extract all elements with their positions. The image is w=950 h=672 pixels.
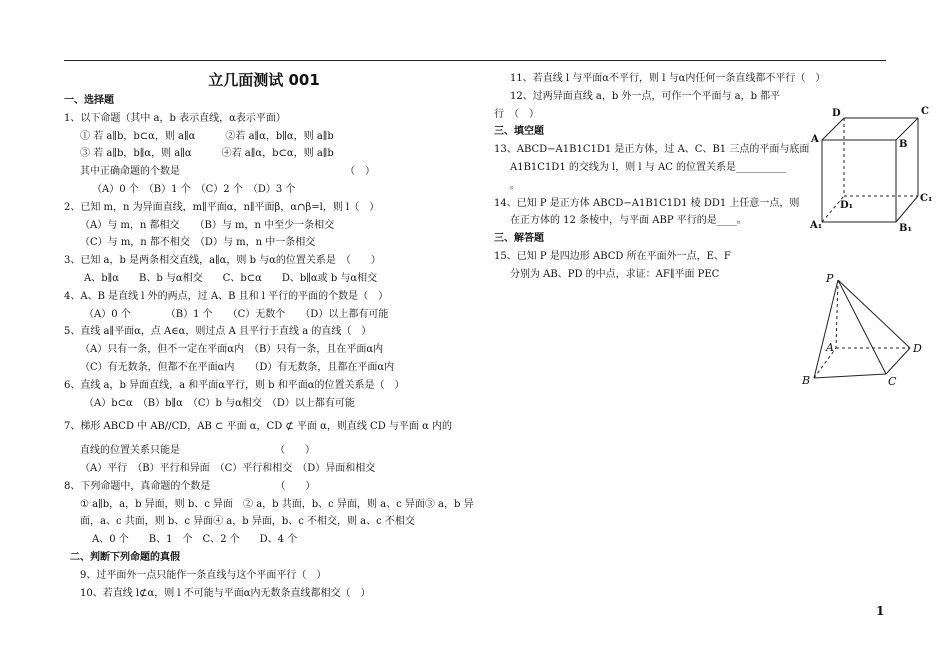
question-5-options-b: （C）有无数条，但都不在平面α内 （D）有无数条，且都在平面α内 [80, 361, 395, 373]
question-9: 9、过平面外一点只能作一条直线与这个平面平行（ ） [80, 569, 327, 581]
pyramid-label-b: B [802, 374, 811, 387]
pyramid-label-c: C [888, 375, 897, 388]
page-title: 立几面测试 001 [208, 71, 320, 89]
cube-label-b1: B₁ [899, 223, 912, 234]
question-1: 1、以下命题（其中 a，b 表示直线，α表示平面） [64, 112, 286, 124]
section-heading-fill: 三、填空题 [494, 126, 544, 138]
section-heading-choice: 一、选择题 [64, 95, 114, 106]
question-12-continued: 行 （ ） [494, 108, 539, 120]
question-13-continued: A1B1C1D1 的交线为 l，则 l 与 AC 的位置关系是__________ [510, 161, 787, 173]
pyramid-label-d: D [913, 342, 922, 355]
question-2-options-a: （A）与 m，n 都相交 （B）与 m，n 中至少一条相交 [80, 219, 335, 231]
question-1-options: （A）0 个 （B）1 个 （C）2 个 （D）3 个 [92, 183, 296, 195]
question-8-statements-a: ① a∥b，a，b 异面，则 b、c 异面 ② a，b 共面，b、c 异面，则 a、c 异面③ a，b 异 [80, 498, 474, 510]
question-5-options-a: （A）只有一条，但不一定在平面α内 （B）只有一条，且在平面α内 [80, 344, 384, 356]
cube-label-d: D [832, 108, 841, 119]
right-column [494, 70, 826, 284]
edge-pc [838, 280, 886, 374]
question-13: 13、ABCD−A1B1C1D1 是正方体，过 A、C、B1 三点的平面与底面 [494, 144, 810, 156]
question-4: 4、A、B 是直线 l 外的两点，过 A、B 且和 l 平行的平面的个数是（ ） [64, 290, 389, 302]
question-4-options: （A）0 个 （B）1 个 （C）无数个 （D）以上都有可能 [84, 308, 389, 320]
edge-b1c1 [896, 196, 918, 222]
question-7-options: （A）平行 （B）平行和异面 （C）平行和相交 （D）异面和相交 [80, 462, 376, 474]
question-1-prompt: 其中正确命题的个数是 （ ） [80, 166, 375, 178]
question-6: 6、直线 a，b 异面直线，a 和平面α平行，则 b 和平面α的位置关系是（ ） [64, 379, 405, 391]
top-rule [64, 60, 886, 61]
edge-pb [814, 280, 838, 378]
question-13-end: 。 [510, 179, 520, 191]
cube-label-d1: D₁ [840, 200, 854, 211]
question-11: 11、若直线 l 与平面α不平行，则 l 与α内任何一条直线都不平行（ ） [510, 73, 826, 84]
pyramid-figure [796, 268, 936, 393]
question-7-continued: 直线的位置关系只能是 （ ） [80, 445, 315, 457]
question-3-options: A、b∥α B、b 与α相交 C、b⊂α D、b∥α或 b 与α相交 [84, 272, 378, 284]
cube-figure [800, 100, 945, 235]
question-12: 12、过两异面直线 a，b 外一点，可作一个平面与 a，b 都平 [510, 90, 781, 102]
edge-bc [896, 118, 918, 140]
question-8: 8、下列命题中，真命题的个数是 （ ） [64, 480, 316, 492]
edge-bc [814, 374, 886, 378]
question-7: 7、梯形 ABCD 中 AB//CD，AB ⊂ 平面 α，CD ⊄ 平面 α，则直线 CD 与平面 α 内的 [64, 421, 453, 433]
question-8-statements-b: 面，a、c 共面，则 b、c 异面④ a，b 异面，b、c 不相交，则 a、c 不相交 [80, 516, 415, 528]
left-column [64, 70, 474, 602]
section-heading-truefalse: 二、判断下列命题的真假 [70, 551, 180, 563]
question-15: 15、已知 P 是四边形 ABCD 所在平面外一点，E、F [494, 250, 731, 262]
question-15-continued: 分别为 AB、PD 的中点，求证：AF∥平面 PEC [510, 268, 720, 280]
edge-cd [886, 348, 910, 374]
question-6-options: （A）b⊂α （B）b∥α （C）b 与α相交 （D）以上都有可能 [84, 397, 355, 409]
question-2: 2、已知 m，n 为异面直线，m∥平面α，n∥平面β，α∩β=l，则 l（ ） [64, 201, 380, 213]
question-14: 14、已知 P 是正方体 ABCD−A1B1C1D1 棱 DD1 上任意一点，则 [494, 197, 800, 209]
question-8-options: A、0 个 B、1 个 C、2 个 D、4 个 [92, 534, 298, 546]
cube-label-c1: C₁ [920, 193, 933, 204]
edge-ad [822, 118, 844, 140]
section-heading-solve: 三、解答题 [494, 233, 544, 245]
question-10: 10、若直线 l⊄α，则 l 不可能与平面α内无数条直线都相交（ ） [80, 587, 371, 599]
question-2-options-b: （C）与 m，n 都不相交 （D）与 m，n 中一条相交 [80, 237, 316, 249]
pyramid-label-p: P [826, 272, 834, 285]
page-number: 1 [876, 604, 885, 618]
question-1-statements-b: ③ 若 a∥b，b∥α，则 a∥α ④若 a∥α，b⊂α，则 a∥b [80, 148, 334, 160]
cube-label-b: B [899, 139, 908, 150]
question-5: 5、直线 a∥平面α，点 A∈α，则过点 A 且平行于直线 a 的直线（ ） [64, 326, 372, 338]
cube-label-a1: A₁ [810, 220, 823, 231]
question-14-continued: 在正方体的 12 条棱中，与平面 ABP 平行的是____。 [510, 215, 747, 227]
pyramid-label-a: A [826, 341, 834, 354]
edge-pd [838, 280, 910, 348]
question-1-statements-a: ① 若 a∥b，b⊂α，则 a∥α ②若 a∥α，b∥α，则 a∥b [80, 130, 334, 142]
question-3: 3、已知 a，b 是两条相交直线，a∥α，则 b 与α的位置关系是 （ ） [64, 255, 381, 267]
hidden-edge-pa [836, 280, 838, 348]
cube-label-a: A [811, 134, 819, 145]
cube-label-c: C [921, 106, 929, 117]
